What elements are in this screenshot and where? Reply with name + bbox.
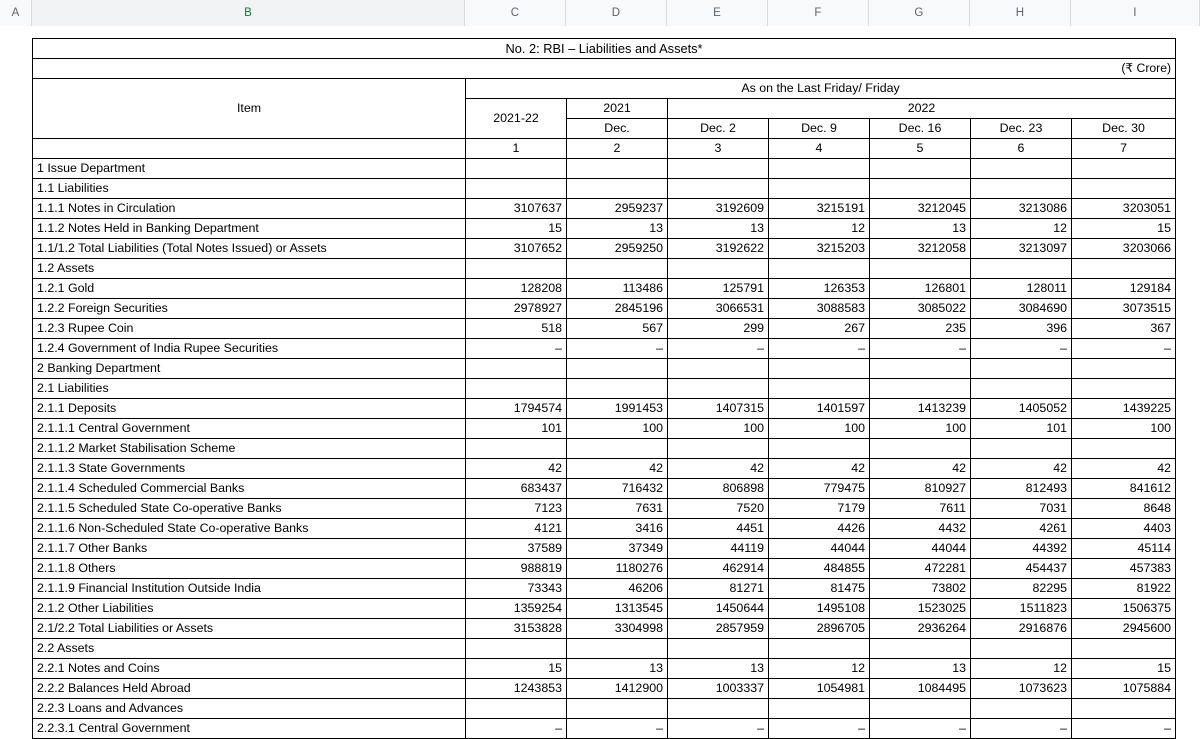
row-value-cell[interactable] bbox=[668, 179, 769, 199]
row-value-cell[interactable]: – bbox=[668, 719, 769, 739]
row-item-label[interactable]: 1 Issue Department bbox=[33, 159, 466, 179]
header-colnum-row bbox=[33, 139, 1176, 159]
row-value-cell[interactable]: 129184 bbox=[1072, 279, 1176, 299]
row-value-cell[interactable]: 100 bbox=[567, 419, 668, 439]
table-row[interactable] bbox=[33, 199, 1176, 219]
table-row[interactable] bbox=[33, 699, 1176, 719]
row-value-cell[interactable]: 1511823 bbox=[971, 599, 1072, 619]
row-value-cell[interactable]: 3304998 bbox=[567, 619, 668, 639]
row-value-cell[interactable] bbox=[971, 639, 1072, 659]
year-2021-22-header: 2021-22 bbox=[466, 99, 567, 139]
table-row[interactable] bbox=[33, 539, 1176, 559]
row-value-cell[interactable]: 100 bbox=[769, 419, 870, 439]
row-value-cell[interactable]: 7031 bbox=[971, 499, 1072, 519]
period-header-5: Dec. 30 bbox=[1072, 119, 1176, 139]
row-value-cell[interactable]: 812493 bbox=[971, 479, 1072, 499]
table-row[interactable] bbox=[33, 399, 1176, 419]
row-value-cell[interactable]: 3215191 bbox=[769, 199, 870, 219]
row-value-cell[interactable]: 457383 bbox=[1072, 559, 1176, 579]
row-value-cell[interactable]: 100 bbox=[1072, 419, 1176, 439]
row-value-cell[interactable]: 15 bbox=[466, 659, 567, 679]
row-item-label[interactable]: 2.1.1.7 Other Banks bbox=[33, 539, 466, 559]
row-value-cell[interactable]: 15 bbox=[1072, 659, 1176, 679]
column-number-7: 7 bbox=[1072, 139, 1176, 159]
row-value-cell[interactable] bbox=[466, 379, 567, 399]
period-header-3: Dec. 16 bbox=[870, 119, 971, 139]
row-value-cell[interactable] bbox=[971, 259, 1072, 279]
row-value-cell[interactable] bbox=[466, 699, 567, 719]
table-row[interactable] bbox=[33, 479, 1176, 499]
column-number-4: 4 bbox=[769, 139, 870, 159]
row-value-cell[interactable]: 12 bbox=[769, 219, 870, 239]
row-value-cell[interactable]: 4261 bbox=[971, 519, 1072, 539]
row-value-cell[interactable]: 3153828 bbox=[466, 619, 567, 639]
row-value-cell[interactable] bbox=[870, 159, 971, 179]
row-value-cell[interactable]: – bbox=[971, 339, 1072, 359]
row-item-label[interactable]: 2.2.2 Balances Held Abroad bbox=[33, 679, 466, 699]
table-row[interactable] bbox=[33, 219, 1176, 239]
row-value-cell[interactable]: 101 bbox=[466, 419, 567, 439]
row-value-cell[interactable]: 81475 bbox=[769, 579, 870, 599]
row-value-cell[interactable]: 299 bbox=[668, 319, 769, 339]
row-value-cell[interactable] bbox=[466, 639, 567, 659]
row-value-cell[interactable]: 128208 bbox=[466, 279, 567, 299]
row-value-cell[interactable]: 1359254 bbox=[466, 599, 567, 619]
row-value-cell[interactable]: 3107637 bbox=[466, 199, 567, 219]
row-value-cell[interactable]: 1180276 bbox=[567, 559, 668, 579]
row-value-cell[interactable]: 1450644 bbox=[668, 599, 769, 619]
row-value-cell[interactable]: 81271 bbox=[668, 579, 769, 599]
row-value-cell[interactable]: – bbox=[668, 339, 769, 359]
table-row[interactable] bbox=[33, 419, 1176, 439]
row-value-cell[interactable]: 567 bbox=[567, 319, 668, 339]
row-item-label[interactable]: 1.1.2 Notes Held in Banking Department bbox=[33, 219, 466, 239]
row-value-cell[interactable]: 8648 bbox=[1072, 499, 1176, 519]
column-number-5: 5 bbox=[870, 139, 971, 159]
row-value-cell[interactable] bbox=[567, 439, 668, 459]
row-value-cell[interactable] bbox=[668, 259, 769, 279]
row-value-cell[interactable]: 1412900 bbox=[567, 679, 668, 699]
row-item-label[interactable]: 2.2 Assets bbox=[33, 639, 466, 659]
row-item-label[interactable]: 2.1.1.6 Non-Scheduled State Co-operative Banks bbox=[33, 519, 466, 539]
row-value-cell[interactable]: 806898 bbox=[668, 479, 769, 499]
row-value-cell[interactable] bbox=[769, 699, 870, 719]
row-value-cell[interactable]: 1439225 bbox=[1072, 399, 1176, 419]
row-value-cell[interactable]: 3073515 bbox=[1072, 299, 1176, 319]
year-2022-header: 2022 bbox=[668, 99, 1176, 119]
row-value-cell[interactable]: 126353 bbox=[769, 279, 870, 299]
row-value-cell[interactable] bbox=[769, 259, 870, 279]
column-header-f[interactable]: F bbox=[768, 0, 869, 26]
row-value-cell[interactable]: 2936264 bbox=[870, 619, 971, 639]
row-item-label[interactable]: 2.1.1.4 Scheduled Commercial Banks bbox=[33, 479, 466, 499]
row-value-cell[interactable] bbox=[1072, 179, 1176, 199]
row-value-cell[interactable]: 2857959 bbox=[668, 619, 769, 639]
row-value-cell[interactable]: 15 bbox=[466, 219, 567, 239]
row-value-cell[interactable] bbox=[870, 379, 971, 399]
row-value-cell[interactable]: – bbox=[567, 719, 668, 739]
row-item-label[interactable]: 1.1/1.2 Total Liabilities (Total Notes Issued) or Assets bbox=[33, 239, 466, 259]
row-value-cell[interactable]: 42 bbox=[971, 459, 1072, 479]
row-value-cell[interactable]: 3212045 bbox=[870, 199, 971, 219]
row-value-cell[interactable]: – bbox=[567, 339, 668, 359]
row-value-cell[interactable]: 100 bbox=[668, 419, 769, 439]
row-value-cell[interactable] bbox=[1072, 699, 1176, 719]
row-value-cell[interactable]: 462914 bbox=[668, 559, 769, 579]
table-row[interactable] bbox=[33, 519, 1176, 539]
column-number-blank bbox=[33, 139, 466, 159]
period-header-1: Dec. 2 bbox=[668, 119, 769, 139]
row-value-cell[interactable] bbox=[668, 699, 769, 719]
row-value-cell[interactable] bbox=[870, 639, 971, 659]
row-value-cell[interactable] bbox=[567, 259, 668, 279]
row-value-cell[interactable] bbox=[466, 179, 567, 199]
row-value-cell[interactable]: 1313545 bbox=[567, 599, 668, 619]
row-value-cell[interactable]: 484855 bbox=[769, 559, 870, 579]
row-item-label[interactable]: 1.2.1 Gold bbox=[33, 279, 466, 299]
row-value-cell[interactable]: 472281 bbox=[870, 559, 971, 579]
row-value-cell[interactable] bbox=[971, 439, 1072, 459]
row-value-cell[interactable]: 12 bbox=[769, 659, 870, 679]
row-value-cell[interactable] bbox=[567, 179, 668, 199]
header-span-row bbox=[33, 79, 1176, 99]
row-value-cell[interactable]: – bbox=[870, 719, 971, 739]
row-value-cell[interactable]: – bbox=[1072, 719, 1176, 739]
row-value-cell[interactable]: 1495108 bbox=[769, 599, 870, 619]
row-value-cell[interactable] bbox=[870, 439, 971, 459]
row-value-cell[interactable] bbox=[567, 699, 668, 719]
row-value-cell[interactable]: 3212058 bbox=[870, 239, 971, 259]
row-value-cell[interactable] bbox=[971, 179, 1072, 199]
row-value-cell[interactable] bbox=[870, 359, 971, 379]
row-value-cell[interactable]: 42 bbox=[567, 459, 668, 479]
row-value-cell[interactable]: 12 bbox=[971, 219, 1072, 239]
row-value-cell[interactable]: 3192609 bbox=[668, 199, 769, 219]
table-title-row bbox=[33, 39, 1176, 59]
row-value-cell[interactable]: 3088583 bbox=[769, 299, 870, 319]
row-value-cell[interactable]: 810927 bbox=[870, 479, 971, 499]
row-value-cell[interactable]: 7631 bbox=[567, 499, 668, 519]
row-value-cell[interactable] bbox=[769, 379, 870, 399]
row-value-cell[interactable]: 4432 bbox=[870, 519, 971, 539]
row-value-cell[interactable] bbox=[769, 159, 870, 179]
row-value-cell[interactable]: 13 bbox=[567, 219, 668, 239]
row-value-cell[interactable]: 367 bbox=[1072, 319, 1176, 339]
row-item-label[interactable]: 2 Banking Department bbox=[33, 359, 466, 379]
row-value-cell[interactable] bbox=[567, 359, 668, 379]
row-value-cell[interactable]: 7520 bbox=[668, 499, 769, 519]
year-2021-header: 2021 bbox=[567, 99, 668, 119]
row-value-cell[interactable] bbox=[466, 439, 567, 459]
row-item-label[interactable]: 1.1.1 Notes in Circulation bbox=[33, 199, 466, 219]
row-value-cell[interactable]: 44119 bbox=[668, 539, 769, 559]
period-header-0: Dec. bbox=[567, 119, 668, 139]
row-value-cell[interactable]: 113486 bbox=[567, 279, 668, 299]
row-item-label[interactable]: 2.1.1.3 State Governments bbox=[33, 459, 466, 479]
table-row[interactable] bbox=[33, 279, 1176, 299]
table-row[interactable] bbox=[33, 719, 1176, 739]
row-value-cell[interactable]: 42 bbox=[466, 459, 567, 479]
column-header-d[interactable]: D bbox=[566, 0, 667, 26]
table-row[interactable] bbox=[33, 659, 1176, 679]
row-value-cell[interactable] bbox=[769, 439, 870, 459]
row-value-cell[interactable]: 2845196 bbox=[567, 299, 668, 319]
column-number-3: 3 bbox=[668, 139, 769, 159]
rbi-liabilities-assets-table bbox=[32, 38, 1176, 739]
row-value-cell[interactable]: 841612 bbox=[1072, 479, 1176, 499]
row-value-cell[interactable]: 13 bbox=[668, 659, 769, 679]
row-value-cell[interactable]: 46206 bbox=[567, 579, 668, 599]
row-value-cell[interactable] bbox=[769, 179, 870, 199]
row-item-label[interactable]: 2.2.1 Notes and Coins bbox=[33, 659, 466, 679]
row-value-cell[interactable] bbox=[870, 179, 971, 199]
row-value-cell[interactable]: 4426 bbox=[769, 519, 870, 539]
table-row[interactable] bbox=[33, 339, 1176, 359]
row-value-cell[interactable]: 128011 bbox=[971, 279, 1072, 299]
row-value-cell[interactable]: 81922 bbox=[1072, 579, 1176, 599]
row-value-cell[interactable]: 13 bbox=[870, 659, 971, 679]
column-number-1: 1 bbox=[466, 139, 567, 159]
row-value-cell[interactable]: – bbox=[466, 339, 567, 359]
table-row[interactable] bbox=[33, 459, 1176, 479]
row-item-label[interactable]: 2.1.1.2 Market Stabilisation Scheme bbox=[33, 439, 466, 459]
row-value-cell[interactable]: 1243853 bbox=[466, 679, 567, 699]
row-value-cell[interactable]: 779475 bbox=[769, 479, 870, 499]
row-value-cell[interactable]: 1506375 bbox=[1072, 599, 1176, 619]
table-row[interactable] bbox=[33, 579, 1176, 599]
row-item-label[interactable]: 2.1.1.5 Scheduled State Co-operative Banks bbox=[33, 499, 466, 519]
row-value-cell[interactable]: 1794574 bbox=[466, 399, 567, 419]
row-value-cell[interactable] bbox=[971, 359, 1072, 379]
row-value-cell[interactable] bbox=[668, 639, 769, 659]
header-strip-gap bbox=[0, 26, 1200, 31]
row-item-label[interactable]: 2.1.1.1 Central Government bbox=[33, 419, 466, 439]
row-item-label[interactable]: 2.1/2.2 Total Liabilities or Assets bbox=[33, 619, 466, 639]
row-item-label[interactable]: 1.2.2 Foreign Securities bbox=[33, 299, 466, 319]
row-value-cell[interactable]: 716432 bbox=[567, 479, 668, 499]
table-row[interactable] bbox=[33, 639, 1176, 659]
row-value-cell[interactable]: 82295 bbox=[971, 579, 1072, 599]
row-value-cell[interactable] bbox=[870, 259, 971, 279]
row-value-cell[interactable] bbox=[1072, 359, 1176, 379]
row-value-cell[interactable]: – bbox=[1072, 339, 1176, 359]
row-item-label[interactable]: 1.2 Assets bbox=[33, 259, 466, 279]
row-value-cell[interactable]: – bbox=[870, 339, 971, 359]
row-value-cell[interactable]: 73802 bbox=[870, 579, 971, 599]
row-item-label[interactable]: 2.1.2 Other Liabilities bbox=[33, 599, 466, 619]
column-header-c[interactable]: C bbox=[465, 0, 566, 26]
row-value-cell[interactable] bbox=[1072, 639, 1176, 659]
row-value-cell[interactable]: – bbox=[971, 719, 1072, 739]
row-value-cell[interactable]: – bbox=[769, 719, 870, 739]
row-value-cell[interactable] bbox=[1072, 259, 1176, 279]
row-value-cell[interactable] bbox=[466, 259, 567, 279]
row-value-cell[interactable]: 267 bbox=[769, 319, 870, 339]
row-value-cell[interactable]: 683437 bbox=[466, 479, 567, 499]
row-value-cell[interactable]: 3203051 bbox=[1072, 199, 1176, 219]
row-value-cell[interactable]: 125791 bbox=[668, 279, 769, 299]
column-number-2: 2 bbox=[567, 139, 668, 159]
row-value-cell[interactable] bbox=[769, 639, 870, 659]
row-value-cell[interactable]: 1054981 bbox=[769, 679, 870, 699]
table-row[interactable] bbox=[33, 559, 1176, 579]
row-value-cell[interactable]: 7179 bbox=[769, 499, 870, 519]
row-value-cell[interactable]: 3107652 bbox=[466, 239, 567, 259]
row-value-cell[interactable] bbox=[567, 379, 668, 399]
table-row[interactable] bbox=[33, 319, 1176, 339]
row-value-cell[interactable] bbox=[971, 159, 1072, 179]
row-value-cell[interactable]: 454437 bbox=[971, 559, 1072, 579]
row-value-cell[interactable]: 1401597 bbox=[769, 399, 870, 419]
row-value-cell[interactable]: 42 bbox=[870, 459, 971, 479]
table-row[interactable] bbox=[33, 239, 1176, 259]
row-value-cell[interactable] bbox=[668, 159, 769, 179]
table-row[interactable] bbox=[33, 499, 1176, 519]
row-value-cell[interactable]: 2959237 bbox=[567, 199, 668, 219]
row-value-cell[interactable] bbox=[870, 699, 971, 719]
row-value-cell[interactable]: 2896705 bbox=[769, 619, 870, 639]
column-header-i[interactable]: I bbox=[1071, 0, 1200, 26]
row-value-cell[interactable]: 4451 bbox=[668, 519, 769, 539]
row-value-cell[interactable]: 126801 bbox=[870, 279, 971, 299]
table-row[interactable] bbox=[33, 379, 1176, 399]
row-value-cell[interactable]: 13 bbox=[870, 219, 971, 239]
table-row[interactable] bbox=[33, 179, 1176, 199]
row-value-cell[interactable]: 2945600 bbox=[1072, 619, 1176, 639]
row-value-cell[interactable]: 3416 bbox=[567, 519, 668, 539]
page-title: No. 2: RBI – Liabilities and Assets* bbox=[33, 39, 1176, 59]
column-header-g[interactable]: G bbox=[869, 0, 970, 26]
row-value-cell[interactable] bbox=[1072, 439, 1176, 459]
row-value-cell[interactable]: 1413239 bbox=[870, 399, 971, 419]
column-header-e[interactable]: E bbox=[667, 0, 768, 26]
row-value-cell[interactable] bbox=[769, 359, 870, 379]
row-item-label[interactable]: 2.1.1.8 Others bbox=[33, 559, 466, 579]
row-value-cell[interactable]: 3066531 bbox=[668, 299, 769, 319]
column-number-6: 6 bbox=[971, 139, 1072, 159]
row-item-label[interactable]: 1.2.3 Rupee Coin bbox=[33, 319, 466, 339]
row-value-cell[interactable] bbox=[971, 379, 1072, 399]
table-unit-row bbox=[33, 59, 1176, 79]
item-column-header: Item bbox=[33, 79, 466, 139]
row-item-label[interactable]: 1.2.4 Government of India Rupee Securities bbox=[33, 339, 466, 359]
period-header-2: Dec. 9 bbox=[769, 119, 870, 139]
row-value-cell[interactable]: 2959250 bbox=[567, 239, 668, 259]
row-value-cell[interactable] bbox=[668, 439, 769, 459]
table-row[interactable] bbox=[33, 359, 1176, 379]
row-value-cell[interactable]: 518 bbox=[466, 319, 567, 339]
column-header-strip bbox=[0, 0, 1200, 26]
row-value-cell[interactable]: 73343 bbox=[466, 579, 567, 599]
table-row[interactable] bbox=[33, 599, 1176, 619]
table-row[interactable] bbox=[33, 259, 1176, 279]
row-value-cell[interactable]: 44044 bbox=[769, 539, 870, 559]
row-value-cell[interactable]: 4403 bbox=[1072, 519, 1176, 539]
row-value-cell[interactable]: 235 bbox=[870, 319, 971, 339]
row-value-cell[interactable]: 3085022 bbox=[870, 299, 971, 319]
row-value-cell[interactable]: 15 bbox=[1072, 219, 1176, 239]
row-value-cell[interactable]: 101 bbox=[971, 419, 1072, 439]
row-value-cell[interactable]: 2978927 bbox=[466, 299, 567, 319]
row-value-cell[interactable]: 13 bbox=[668, 219, 769, 239]
row-value-cell[interactable]: 44044 bbox=[870, 539, 971, 559]
row-value-cell[interactable]: 12 bbox=[971, 659, 1072, 679]
column-header-b[interactable]: B bbox=[32, 0, 465, 26]
row-item-label[interactable]: 2.1.1 Deposits bbox=[33, 399, 466, 419]
table-row[interactable] bbox=[33, 439, 1176, 459]
row-value-cell[interactable]: 37589 bbox=[466, 539, 567, 559]
row-value-cell[interactable]: 1084495 bbox=[870, 679, 971, 699]
row-value-cell[interactable]: 37349 bbox=[567, 539, 668, 559]
row-value-cell[interactable]: 44392 bbox=[971, 539, 1072, 559]
table-row[interactable] bbox=[33, 679, 1176, 699]
row-value-cell[interactable]: – bbox=[769, 339, 870, 359]
row-value-cell[interactable] bbox=[1072, 379, 1176, 399]
row-value-cell[interactable]: 1407315 bbox=[668, 399, 769, 419]
row-value-cell[interactable] bbox=[668, 359, 769, 379]
row-value-cell[interactable]: 1003337 bbox=[668, 679, 769, 699]
row-value-cell[interactable]: 988819 bbox=[466, 559, 567, 579]
row-value-cell[interactable] bbox=[971, 699, 1072, 719]
row-value-cell[interactable]: 42 bbox=[1072, 459, 1176, 479]
row-value-cell[interactable]: 3192622 bbox=[668, 239, 769, 259]
row-value-cell[interactable]: 3213086 bbox=[971, 199, 1072, 219]
row-value-cell[interactable]: 1073623 bbox=[971, 679, 1072, 699]
row-value-cell[interactable]: 3203066 bbox=[1072, 239, 1176, 259]
row-value-cell[interactable]: – bbox=[466, 719, 567, 739]
row-item-label[interactable]: 2.2.3.1 Central Government bbox=[33, 719, 466, 739]
row-value-cell[interactable]: 3213097 bbox=[971, 239, 1072, 259]
row-value-cell[interactable]: 7123 bbox=[466, 499, 567, 519]
row-value-cell[interactable] bbox=[567, 159, 668, 179]
table-row[interactable] bbox=[33, 619, 1176, 639]
row-value-cell[interactable]: 7611 bbox=[870, 499, 971, 519]
row-value-cell[interactable]: 1405052 bbox=[971, 399, 1072, 419]
row-value-cell[interactable]: 3215203 bbox=[769, 239, 870, 259]
row-item-label[interactable]: 2.1 Liabilities bbox=[33, 379, 466, 399]
row-value-cell[interactable]: 4121 bbox=[466, 519, 567, 539]
row-value-cell[interactable]: 100 bbox=[870, 419, 971, 439]
row-value-cell[interactable] bbox=[668, 379, 769, 399]
row-value-cell[interactable]: 42 bbox=[769, 459, 870, 479]
column-header-a[interactable]: A bbox=[0, 0, 32, 26]
row-item-label[interactable]: 1.1 Liabilities bbox=[33, 179, 466, 199]
row-value-cell[interactable]: 42 bbox=[668, 459, 769, 479]
row-value-cell[interactable]: 1523025 bbox=[870, 599, 971, 619]
row-value-cell[interactable] bbox=[567, 639, 668, 659]
row-value-cell[interactable] bbox=[466, 159, 567, 179]
row-value-cell[interactable]: 13 bbox=[567, 659, 668, 679]
row-value-cell[interactable]: 1075884 bbox=[1072, 679, 1176, 699]
row-value-cell[interactable] bbox=[1072, 159, 1176, 179]
row-value-cell[interactable]: 3084690 bbox=[971, 299, 1072, 319]
table-row[interactable] bbox=[33, 159, 1176, 179]
row-item-label[interactable]: 2.1.1.9 Financial Institution Outside India bbox=[33, 579, 466, 599]
unit-label: (₹ Crore) bbox=[33, 59, 1176, 79]
row-value-cell[interactable] bbox=[466, 359, 567, 379]
row-value-cell[interactable]: 1991453 bbox=[567, 399, 668, 419]
period-header-4: Dec. 23 bbox=[971, 119, 1072, 139]
row-item-label[interactable]: 2.2.3 Loans and Advances bbox=[33, 699, 466, 719]
row-value-cell[interactable]: 45114 bbox=[1072, 539, 1176, 559]
table-row[interactable] bbox=[33, 299, 1176, 319]
column-header-h[interactable]: H bbox=[970, 0, 1071, 26]
row-value-cell[interactable]: 396 bbox=[971, 319, 1072, 339]
as-on-last-friday-header: As on the Last Friday/ Friday bbox=[466, 79, 1176, 99]
row-value-cell[interactable]: 2916876 bbox=[971, 619, 1072, 639]
